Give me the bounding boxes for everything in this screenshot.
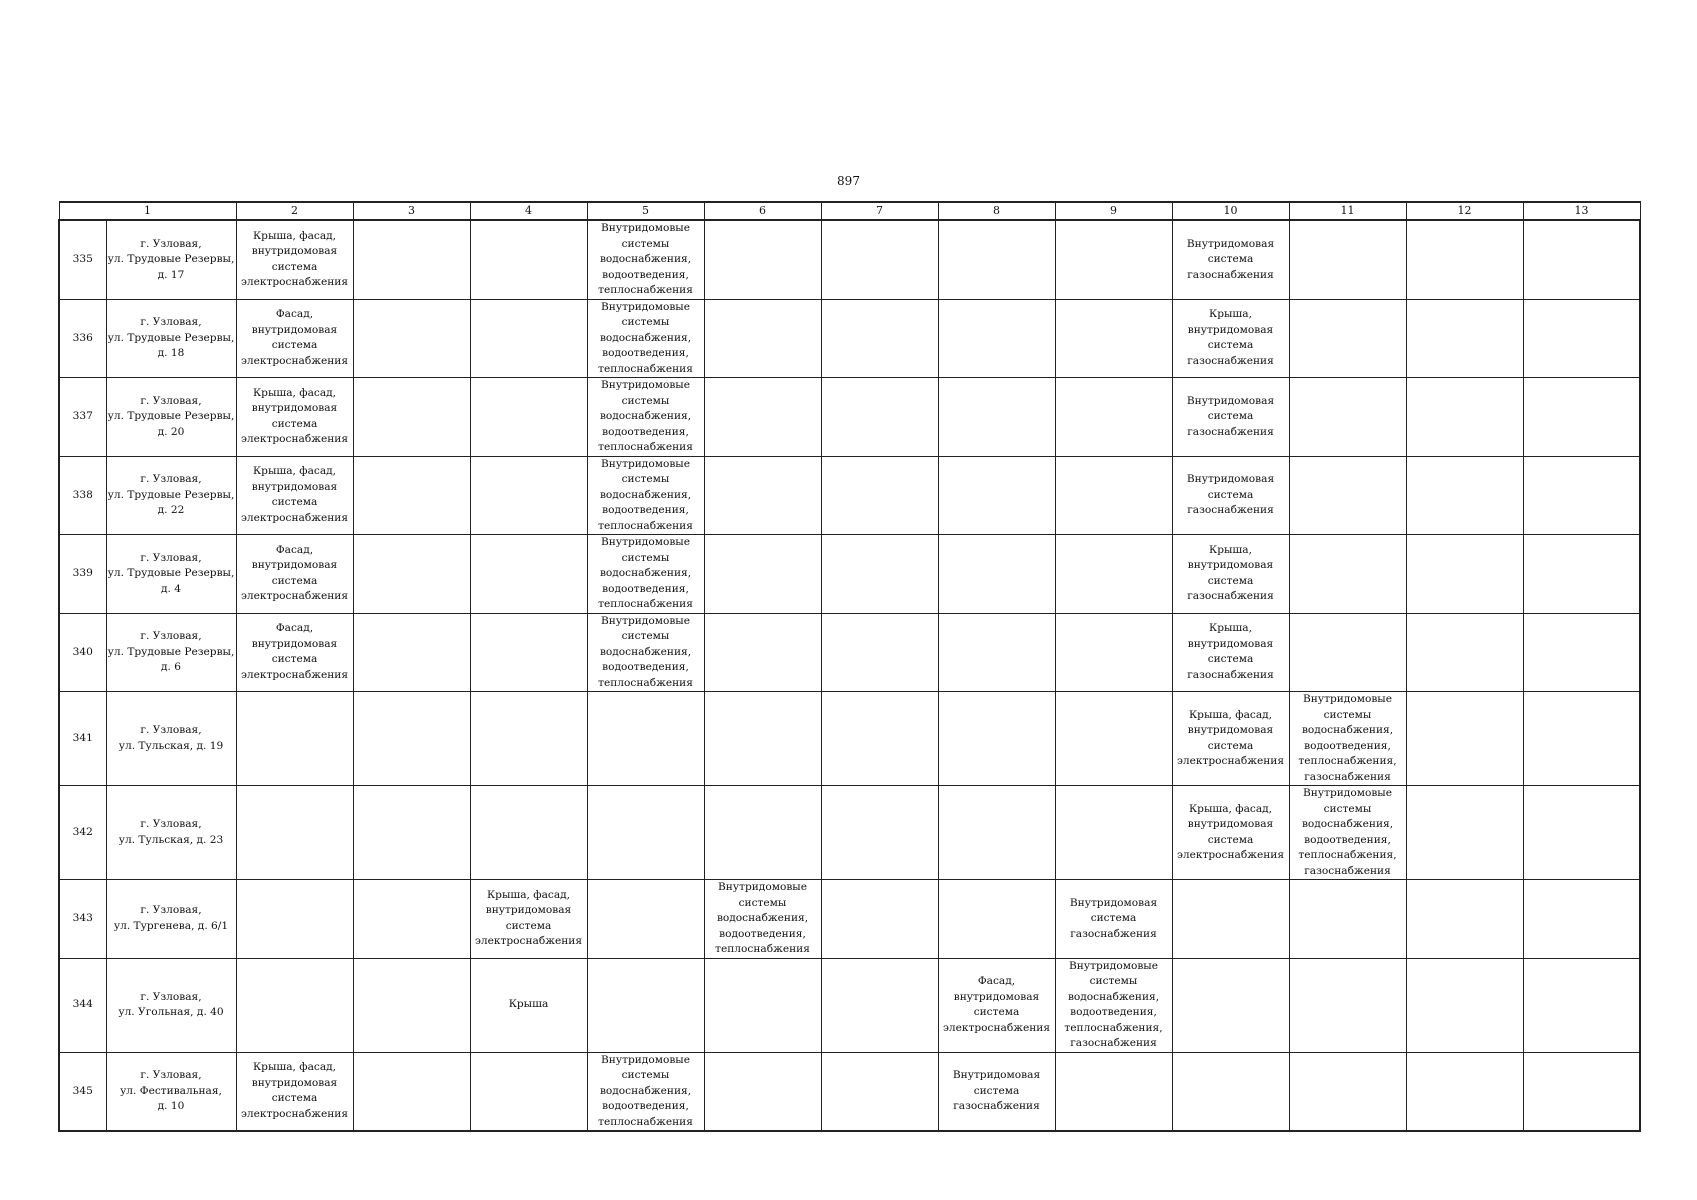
col-13-cell — [1523, 880, 1640, 959]
header-row — [59, 202, 1640, 220]
address-cell: г. Узловая, ул. Фестивальная, д. 10 — [106, 1052, 236, 1131]
col-11-cell — [1289, 299, 1406, 378]
header-cell-9: 9 — [1055, 202, 1172, 220]
col-9-cell — [1055, 378, 1172, 457]
col-6-cell — [704, 299, 821, 378]
table-row — [59, 880, 1640, 959]
col-3-cell — [353, 220, 470, 299]
table-row — [59, 613, 1640, 692]
col-12-cell — [1406, 1052, 1523, 1131]
col-4-cell: Крыша, фасад, внутридомовая система электроснабжения — [470, 880, 587, 959]
col-3-cell — [353, 880, 470, 959]
col-9-cell — [1055, 456, 1172, 535]
col-2-cell: Крыша, фасад, внутридомовая система электроснабжения — [236, 378, 353, 457]
header-cell-5: 5 — [587, 202, 704, 220]
col-5-cell: Внутридомовые системы водоснабжения, водоотведения, теплоснабжения — [587, 535, 704, 614]
col-9-cell — [1055, 692, 1172, 786]
col-7-cell — [821, 958, 938, 1052]
row-number-cell: 338 — [59, 456, 106, 535]
col-2-cell: Фасад, внутридомовая система электроснабжения — [236, 613, 353, 692]
row-number-cell: 340 — [59, 613, 106, 692]
col-12-cell — [1406, 880, 1523, 959]
col-3-cell — [353, 613, 470, 692]
col-12-cell — [1406, 613, 1523, 692]
col-9-cell — [1055, 613, 1172, 692]
col-2-cell: Крыша, фасад, внутридомовая система электроснабжения — [236, 1052, 353, 1131]
address-cell: г. Узловая, ул. Трудовые Резервы, д. 22 — [106, 456, 236, 535]
address-cell: г. Узловая, ул. Трудовые Резервы, д. 4 — [106, 535, 236, 614]
col-5-cell: Внутридомовые системы водоснабжения, водоотведения, теплоснабжения — [587, 456, 704, 535]
address-cell: г. Узловая, ул. Трудовые Резервы, д. 6 — [106, 613, 236, 692]
col-12-cell — [1406, 456, 1523, 535]
col-11-cell — [1289, 613, 1406, 692]
row-number-cell: 343 — [59, 880, 106, 959]
header-cell-7: 7 — [821, 202, 938, 220]
address-cell: г. Узловая, ул. Трудовые Резервы, д. 17 — [106, 220, 236, 299]
col-8-cell — [938, 299, 1055, 378]
col-2-cell — [236, 958, 353, 1052]
col-6-cell — [704, 1052, 821, 1131]
row-number-cell: 337 — [59, 378, 106, 457]
col-11-cell — [1289, 535, 1406, 614]
row-number-cell: 345 — [59, 1052, 106, 1131]
header-cell-2: 2 — [236, 202, 353, 220]
table-row — [59, 786, 1640, 880]
col-13-cell — [1523, 613, 1640, 692]
col-12-cell — [1406, 535, 1523, 614]
col-6-cell — [704, 692, 821, 786]
col-12-cell — [1406, 378, 1523, 457]
col-2-cell: Фасад, внутридомовая система электроснабжения — [236, 299, 353, 378]
col-2-cell: Фасад, внутридомовая система электроснабжения — [236, 535, 353, 614]
col-11-cell — [1289, 1052, 1406, 1131]
col-6-cell — [704, 456, 821, 535]
col-4-cell — [470, 692, 587, 786]
col-6-cell — [704, 613, 821, 692]
col-13-cell — [1523, 786, 1640, 880]
col-9-cell — [1055, 786, 1172, 880]
col-7-cell — [821, 456, 938, 535]
header-cell-1: 1 — [59, 202, 236, 220]
col-7-cell — [821, 613, 938, 692]
col-2-cell — [236, 692, 353, 786]
col-10-cell: Внутридомовая система газоснабжения — [1172, 220, 1289, 299]
col-6-cell: Внутридомовые системы водоснабжения, водоотведения, теплоснабжения — [704, 880, 821, 959]
col-10-cell: Крыша, фасад, внутридомовая система электроснабжения — [1172, 692, 1289, 786]
col-8-cell — [938, 786, 1055, 880]
col-9-cell — [1055, 220, 1172, 299]
col-5-cell: Внутридомовые системы водоснабжения, водоотведения, теплоснабжения — [587, 220, 704, 299]
col-5-cell — [587, 786, 704, 880]
col-5-cell — [587, 692, 704, 786]
col-3-cell — [353, 786, 470, 880]
header-cell-8: 8 — [938, 202, 1055, 220]
col-9-cell: Внутридомовые системы водоснабжения, водоотведения, теплоснабжения, газоснабжения — [1055, 958, 1172, 1052]
header-cell-12: 12 — [1406, 202, 1523, 220]
col-13-cell — [1523, 535, 1640, 614]
col-3-cell — [353, 456, 470, 535]
col-6-cell — [704, 220, 821, 299]
repair-schedule-table — [58, 201, 1641, 1132]
col-5-cell: Внутридомовые системы водоснабжения, водоотведения, теплоснабжения — [587, 1052, 704, 1131]
col-4-cell — [470, 613, 587, 692]
table-row — [59, 1052, 1640, 1131]
header-cell-3: 3 — [353, 202, 470, 220]
col-11-cell — [1289, 220, 1406, 299]
col-7-cell — [821, 535, 938, 614]
address-cell: г. Узловая, ул. Тульская, д. 23 — [106, 786, 236, 880]
col-12-cell — [1406, 299, 1523, 378]
header-cell-10: 10 — [1172, 202, 1289, 220]
col-13-cell — [1523, 692, 1640, 786]
col-8-cell — [938, 613, 1055, 692]
col-6-cell — [704, 378, 821, 457]
col-11-cell — [1289, 880, 1406, 959]
table-body — [59, 202, 1640, 1131]
col-7-cell — [821, 880, 938, 959]
address-cell: г. Узловая, ул. Трудовые Резервы, д. 18 — [106, 299, 236, 378]
address-cell: г. Узловая, ул. Угольная, д. 40 — [106, 958, 236, 1052]
row-number-cell: 336 — [59, 299, 106, 378]
row-number-cell: 335 — [59, 220, 106, 299]
col-8-cell — [938, 220, 1055, 299]
table-row — [59, 456, 1640, 535]
col-10-cell: Крыша, фасад, внутридомовая система электроснабжения — [1172, 786, 1289, 880]
table-row — [59, 299, 1640, 378]
table-row — [59, 220, 1640, 299]
table-row — [59, 535, 1640, 614]
col-10-cell: Внутридомовая система газоснабжения — [1172, 378, 1289, 457]
table-row — [59, 378, 1640, 457]
col-4-cell — [470, 378, 587, 457]
col-11-cell — [1289, 456, 1406, 535]
col-4-cell — [470, 299, 587, 378]
col-8-cell — [938, 378, 1055, 457]
col-10-cell — [1172, 958, 1289, 1052]
col-9-cell: Внутридомовая система газоснабжения — [1055, 880, 1172, 959]
col-7-cell — [821, 220, 938, 299]
col-5-cell — [587, 880, 704, 959]
col-10-cell: Крыша, внутридомовая система газоснабжения — [1172, 535, 1289, 614]
col-9-cell — [1055, 299, 1172, 378]
col-2-cell — [236, 786, 353, 880]
col-3-cell — [353, 1052, 470, 1131]
col-7-cell — [821, 692, 938, 786]
col-13-cell — [1523, 378, 1640, 457]
col-7-cell — [821, 378, 938, 457]
col-12-cell — [1406, 220, 1523, 299]
col-10-cell: Крыша, внутридомовая система газоснабжения — [1172, 613, 1289, 692]
col-11-cell — [1289, 378, 1406, 457]
col-12-cell — [1406, 958, 1523, 1052]
col-8-cell — [938, 692, 1055, 786]
col-9-cell — [1055, 535, 1172, 614]
col-3-cell — [353, 299, 470, 378]
col-2-cell: Крыша, фасад, внутридомовая система электроснабжения — [236, 456, 353, 535]
col-5-cell: Внутридомовые системы водоснабжения, водоотведения, теплоснабжения — [587, 299, 704, 378]
col-6-cell — [704, 958, 821, 1052]
col-6-cell — [704, 786, 821, 880]
address-cell: г. Узловая, ул. Тульская, д. 19 — [106, 692, 236, 786]
col-11-cell: Внутридомовые системы водоснабжения, водоотведения, теплоснабжения, газоснабжения — [1289, 786, 1406, 880]
col-13-cell — [1523, 220, 1640, 299]
address-cell: г. Узловая, ул. Трудовые Резервы, д. 20 — [106, 378, 236, 457]
page-number: 897 — [837, 174, 860, 188]
col-4-cell — [470, 786, 587, 880]
table-row — [59, 958, 1640, 1052]
header-cell-6: 6 — [704, 202, 821, 220]
col-5-cell: Внутридомовые системы водоснабжения, водоотведения, теплоснабжения — [587, 378, 704, 457]
col-4-cell — [470, 1052, 587, 1131]
col-5-cell — [587, 958, 704, 1052]
header-cell-4: 4 — [470, 202, 587, 220]
col-5-cell: Внутридомовые системы водоснабжения, водоотведения, теплоснабжения — [587, 613, 704, 692]
col-12-cell — [1406, 692, 1523, 786]
col-3-cell — [353, 692, 470, 786]
row-number-cell: 339 — [59, 535, 106, 614]
header-cell-13: 13 — [1523, 202, 1640, 220]
col-12-cell — [1406, 786, 1523, 880]
header-cell-11: 11 — [1289, 202, 1406, 220]
col-4-cell — [470, 456, 587, 535]
address-cell: г. Узловая, ул. Тургенева, д. 6/1 — [106, 880, 236, 959]
col-4-cell: Крыша — [470, 958, 587, 1052]
col-13-cell — [1523, 1052, 1640, 1131]
col-8-cell — [938, 456, 1055, 535]
col-3-cell — [353, 535, 470, 614]
col-11-cell: Внутридомовые системы водоснабжения, водоотведения, теплоснабжения, газоснабжения — [1289, 692, 1406, 786]
col-3-cell — [353, 378, 470, 457]
col-13-cell — [1523, 456, 1640, 535]
col-9-cell — [1055, 1052, 1172, 1131]
col-8-cell — [938, 535, 1055, 614]
col-4-cell — [470, 535, 587, 614]
table-row — [59, 692, 1640, 786]
col-10-cell: Крыша, внутридомовая система газоснабжения — [1172, 299, 1289, 378]
col-8-cell: Фасад, внутридомовая система электроснабжения — [938, 958, 1055, 1052]
col-13-cell — [1523, 958, 1640, 1052]
col-7-cell — [821, 299, 938, 378]
col-10-cell — [1172, 880, 1289, 959]
col-8-cell: Внутридомовая система газоснабжения — [938, 1052, 1055, 1131]
col-10-cell: Внутридомовая система газоснабжения — [1172, 456, 1289, 535]
row-number-cell: 341 — [59, 692, 106, 786]
row-number-cell: 342 — [59, 786, 106, 880]
col-8-cell — [938, 880, 1055, 959]
col-4-cell — [470, 220, 587, 299]
col-7-cell — [821, 1052, 938, 1131]
col-2-cell — [236, 880, 353, 959]
col-2-cell: Крыша, фасад, внутридомовая система электроснабжения — [236, 220, 353, 299]
col-10-cell — [1172, 1052, 1289, 1131]
row-number-cell: 344 — [59, 958, 106, 1052]
col-11-cell — [1289, 958, 1406, 1052]
col-3-cell — [353, 958, 470, 1052]
col-7-cell — [821, 786, 938, 880]
col-13-cell — [1523, 299, 1640, 378]
col-6-cell — [704, 535, 821, 614]
